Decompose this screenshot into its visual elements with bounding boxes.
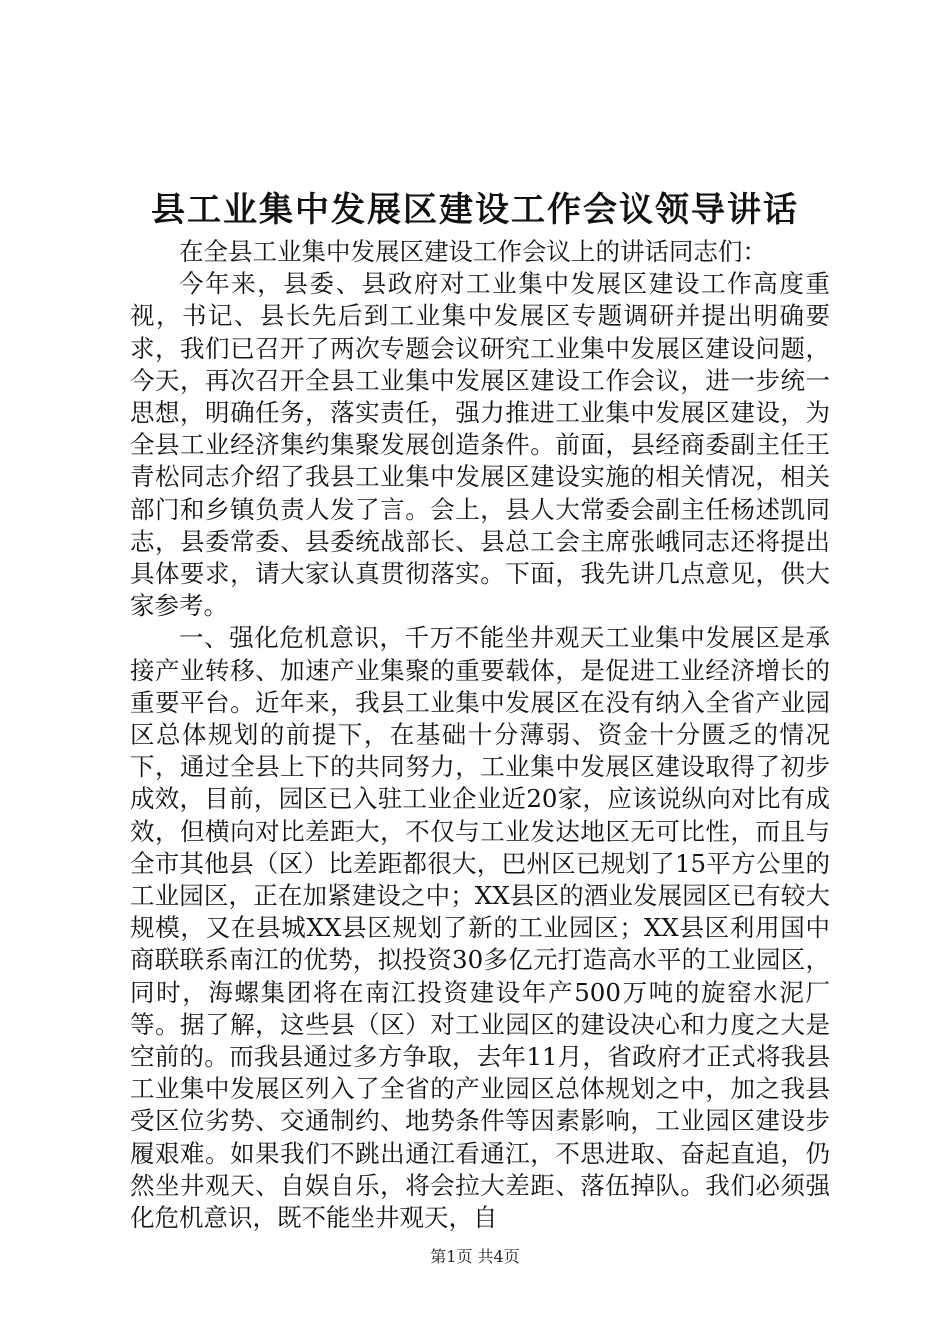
paragraph-intro: 今年来，县委、县政府对工业集中发展区建设工作高度重视，书记、县长先后到工业集中发展区专题调研并提出明确要求，我们已召开了两次专题会议研究工业集中发展区建设问题，今天，再次召开全县工业集中发展区建设工作会议，进一步统一思想，明确任务，落实责任，强力推进工业集中发展区建设，为全县工业经济集约集聚发展创造条件。前面，县经商委副主任王青松同志介绍了我县工业集中发展区建设实施的相关情况，相关部门和乡镇负责人发了言。会上，县人大常委会副主任杨述凯同志，县委常委、县委统战部长、县总工会主席张峨同志还将提出具体要求，请大家认真贯彻落实。下面，我先讲几点意见，供大家参考。: [130, 269, 830, 621]
page-footer: 第1页 共4页: [430, 1247, 520, 1266]
page-title: 县工业集中发展区建设工作会议领导讲话: [151, 190, 799, 230]
document-body: [130, 236, 830, 1234]
paragraph-section-one: 一、强化危机意识，千万不能坐井观天工业集中发展区是承接产业转移、加速产业集聚的重要载体，是促进工业经济增长的重要平台。近年来，我县工业集中发展区在没有纳入全省产业园区总体规划的前提下，在基础十分薄弱、资金十分匮乏的情况下，通过全县上下的共同努力，工业集中发展区建设取得了初步成效，目前，园区已入驻工业企业近20家，应该说纵向对比有成效，但横向对比差距大，不仅与工业发达地区无可比性，而且与全市其他县（区）比差距都很大，巴州区已规划了15平方公里的工业园区，正在加紧建设之中；XX县区的酒业发展园区已有较大规模，又在县城XX县区规划了新的工业园区；XX县区利用国中商联联系南江的优势，拟投资30多亿元打造高水平的工业园区，同时，海螺集团将在南江投资建设年产500万吨的旋窑水泥厂等。据了解，这些县（区）对工业园区的建设决心和力度之大是空前的。而我县通过多方争取，去年11月，省政府才正式将我县工业集中发展区列入了全省的产业园区总体规划之中，加之我县受区位劣势、交通制约、地势条件等因素影响，工业园区建设步履艰难。如果我们不跳出通江看通江，不思进取、奋起直追，仍然坐井观天、自娱自乐，将会拉大差距、落伍掉队。我们必须强化危机意识，既不能坐井观天，自: [130, 623, 830, 1233]
paragraph-greeting: 在全县工业集中发展区建设工作会议上的讲话同志们：: [179, 237, 767, 266]
